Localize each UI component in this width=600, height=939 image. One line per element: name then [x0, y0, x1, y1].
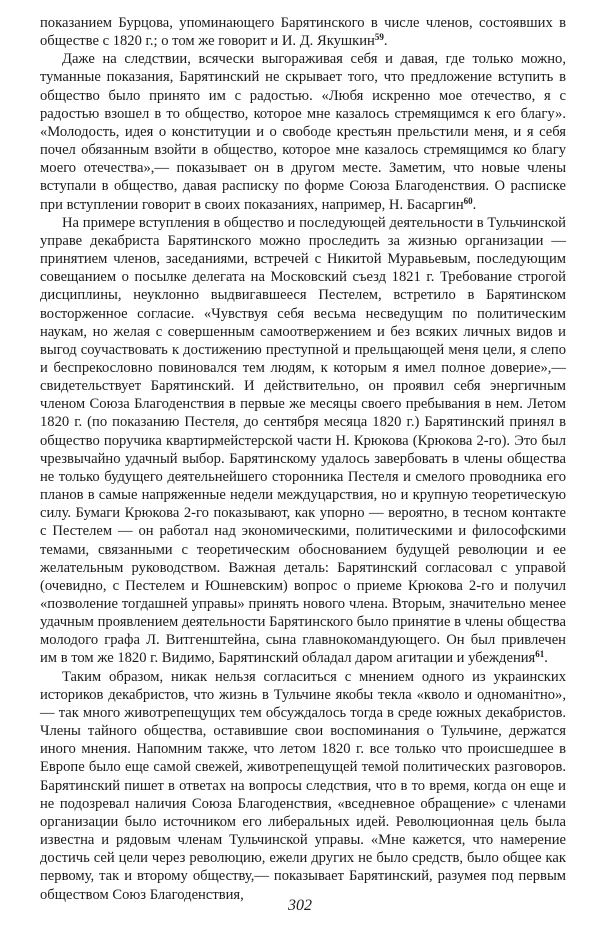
- page-number: 302: [288, 897, 312, 914]
- paragraph-end: .: [383, 33, 388, 50]
- paragraph-end: .: [544, 650, 548, 667]
- page-text: [40, 14, 566, 904]
- paragraph-text: На примере вступления в общество и последующей деятельности в Тульчинской управе декабриста Барятинского можно проследить за жизнью организации — принятием членов, заседаниями, встречей с Никитой Муравьевым, последующим совещанием о посылке делегата на Московский съезд 1821 г. Требование строгой дисциплины, неуклонно выдвигавшееся Пестелем, встретило в Барятинском восторженное согласие. «Чувствуя себя весьма несведущим по политическим наукам, но желая с совершенным самоотвержением и без всяких личных видов и выгод соучаствовать к достижению преступной и прельщающей меня цели, я слепо и беспрекословно повиновался тем людям, к которым я имел полное доверие»,— свидетельствует Барятинский. И действительно, он проявил себя энергичным членом Союза Благоденствия в первые же месяцы своего пребывания в нем. Летом 1820 г. (по показанию Пестеля, до сентября месяца 1820 г.) Барятинский принял в общество поручика квартирмейстерской части Н. Крюкова (Крюкова 2-го). Это был чрезвычайно удачный выбор. Барятинскому удалось завербовать в члены общества не только будущего деятельнейшего сторонника Пестеля и смелого проводника его планов в самые напряженные недели междуцарствия, но и крупную теоретическую силу. Бумаги Крюкова 2-го показывают, как упорно — вероятно, в тесном контакте с Пестелем — он работал над экономическими, политическими и философскими темами, связанными с теоретическим обоснованием будущей революции и ее желательным руководством. Важная деталь: Барятинский согласовал с управой (очевидно, с Пестелем и Юшневским) вопрос о приеме Крюкова 2-го и получил «позволение тогдашней управы» принять нового члена. Вторым, значительно менее удачным проявлением деятельности Барятинского было принятие в члены общества молодого графа Л. Витгенштейна, сына главнокомандующего. Он был привлечен им в том же 1820 г. Видимо, Барятинский обладал даром агитации и убеждения: [40, 214, 566, 667]
- footnote-ref[interactable]: 59: [374, 32, 384, 43]
- paragraph: [40, 668, 566, 904]
- paragraph-text: показанием Бурцова, упоминающего Барятинского в числе членов, состоявших в обществе с 1820 г.; о том же говорит и И. Д. Якушкин: [40, 15, 566, 50]
- footnote-ref[interactable]: 61: [535, 649, 545, 660]
- footnote-ref[interactable]: 60: [463, 195, 473, 206]
- paragraph-continued: [40, 14, 566, 50]
- paragraph-end: .: [472, 196, 477, 213]
- paragraph: [40, 50, 566, 213]
- paragraph: [40, 214, 566, 668]
- paragraph-text: Даже на следствии, всячески выгораживая себя и давая, где только можно, туманные показания, Барятинский не скрывает того, что предложение вступить в общество было принято им с радостью. «Любя искренно мое отечество, я с радостью взошел в то общество, которое мне казалось стремящимся к его благу». «Молодость, идея о конституции и о свободе крестьян прельстили меня, и я себя почел обязанным взойти в общество, которое мне казалось стремящимся ко благу моего отечества»,— показывает он в другом месте. Заметим, что новые члены вступали в общество, давая расписку по форме Союза Благоденствия. О расписке при вступлении говорит в своих показаниях, например, Н. Басаргин: [40, 51, 566, 213]
- paragraph-text: Таким образом, никак нельзя согласиться с мнением одного из украинских историков декабристов, что жизнь в Тульчине якобы текла «кволо и одноманітно»,— так много животрепещущих тем обсуждалось тогда в среде южных декабристов. Члены тайного общества, оставившие свои воспоминания о Тульчине, держатся иного мнения. Напомним также, что летом 1820 г. все только что происшедшее в Европе было еще самой свежей, животрепещущей темой политических разговоров. Барятинский пишет в ответах на вопросы следствия, что в то время, когда он еще и не подозревал наличия Союза Благоденствия, «вседневное обращение» с членами организации было источником его либеральных идей. Революционная цель была известна и рядовым членам Тульчинской управы. «Мне кажется, что намерение достичь сей цели через революцию, ежели других не было средств, было общее как первому, так и второму обществу,— показывает Барятинский, разумея под первым обществом Союз Благоденствия,: [40, 668, 566, 903]
